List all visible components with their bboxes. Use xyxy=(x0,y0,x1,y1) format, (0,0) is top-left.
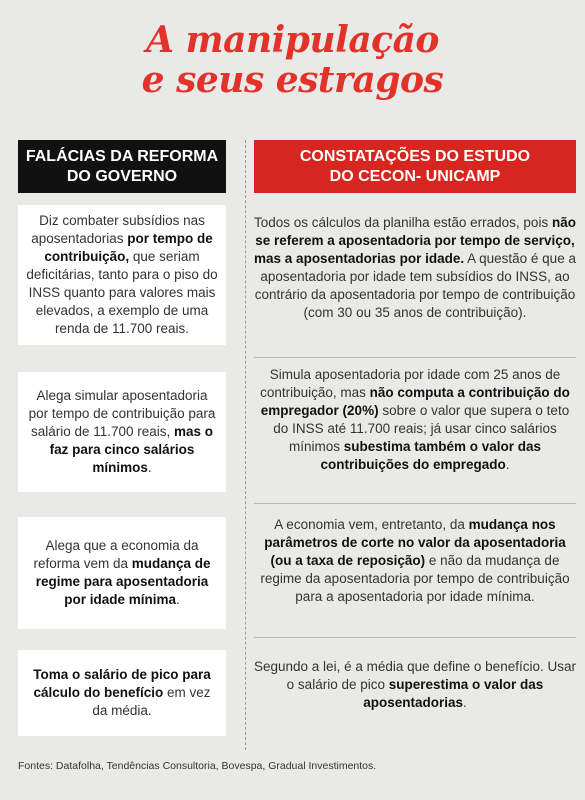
fallacy-box-2 xyxy=(18,372,226,492)
text-segment: . xyxy=(463,695,467,710)
bold-segment: superestima o valor das aposentadorias xyxy=(363,677,544,710)
text-segment: Todos os cálculos da planilha estão errados, pois xyxy=(254,215,552,230)
title-line-1: A manipulação xyxy=(146,19,439,61)
bold-segment: não computa a contribuição do empregador (20%) xyxy=(260,385,570,418)
text-segment: em vez da média. xyxy=(92,685,211,718)
bold-segment: mas o faz para cinco salários mínimos xyxy=(49,424,214,475)
finding-text-3 xyxy=(254,516,576,606)
bold-segment: não se referem a aposentadoria por tempo de serviço, mas a aposentadorias por idade. xyxy=(254,215,576,266)
bold-segment: subestima também o valor das contribuições do empregado xyxy=(320,439,542,472)
text-segment: . xyxy=(147,460,152,475)
header-left-line-2: DO GOVERNO xyxy=(66,167,178,185)
text-segment: sobre o valor que supera o teto do INSS até 11.700 reais; já usar cinco salários mínimos xyxy=(273,403,570,454)
text-segment: Diz combater subsídios nas aposentadorias xyxy=(31,213,205,246)
text-segment: e não da mudança de regime da aposentadoria por tempo de contribuição para a aposentadoria por idade mínima. xyxy=(260,553,570,604)
finding-text-4 xyxy=(254,658,576,712)
text-segment: A questão é que a aposentadoria por idade tem subsídios do INSS, ao contrário da aposentadoria por tempo de contribuição (com 30 ou 35 anos de contribuição). xyxy=(254,251,576,320)
finding-text-2 xyxy=(254,366,576,474)
sources-footer: Fontes: Datafolha, Tendências Consultoria, Bovespa, Gradual Investimentos. xyxy=(18,760,377,772)
bold-segment: mudança nos parâmetros de corte no valor da aposentadoria (ou a taxa de reposição) xyxy=(264,517,566,568)
header-right-line-2: DO CECON- UNICAMP xyxy=(329,167,501,185)
fallacy-text-1 xyxy=(26,212,218,338)
title-line-2: e seus estragos xyxy=(141,59,444,101)
header-right-line-1: CONSTATAÇÕES DO ESTUDO xyxy=(299,147,531,165)
header-findings xyxy=(254,140,576,193)
column-divider xyxy=(245,140,246,750)
text-segment: Simula aposentadoria por idade com 25 anos de contribuição, mas xyxy=(260,367,561,400)
fallacy-box-1 xyxy=(18,205,226,345)
text-segment: Alega simular aposentadoria por tempo de contribuição para salário de 11.700 reais, xyxy=(28,388,216,439)
text-segment: . xyxy=(176,592,180,607)
fallacy-text-4 xyxy=(26,666,218,720)
text-segment: A economia vem, entretanto, da xyxy=(274,517,469,532)
header-fallacies xyxy=(18,140,226,193)
row-separator-2 xyxy=(254,503,576,504)
fallacy-box-3 xyxy=(18,517,226,629)
fallacy-text-3 xyxy=(26,537,218,609)
fallacy-box-4 xyxy=(18,650,226,736)
text-segment: que seriam deficitárias, tanto para o piso do INSS quanto para valores mais elevados, a exemplo de uma renda de 11.700 reais. xyxy=(26,249,218,336)
row-separator-1 xyxy=(254,357,576,358)
text-segment: Alega que a economia da reforma vem da xyxy=(33,538,199,571)
row-separator-3 xyxy=(254,637,576,638)
bold-segment: por tempo de contribuição, xyxy=(44,231,213,264)
fallacy-text-2 xyxy=(26,387,218,477)
bold-segment: mudança de regime para aposentadoria por idade mínima xyxy=(35,556,211,607)
bold-segment: Toma o salário de pico para cálculo do benefício xyxy=(33,667,211,700)
finding-text-1 xyxy=(254,214,576,322)
header-left-line-1: FALÁCIAS DA REFORMA xyxy=(25,147,219,165)
text-segment: . xyxy=(505,457,510,472)
text-segment: Segundo a lei, é a média que define o benefício. Usar o salário de pico xyxy=(254,659,576,692)
page-title xyxy=(0,20,585,100)
